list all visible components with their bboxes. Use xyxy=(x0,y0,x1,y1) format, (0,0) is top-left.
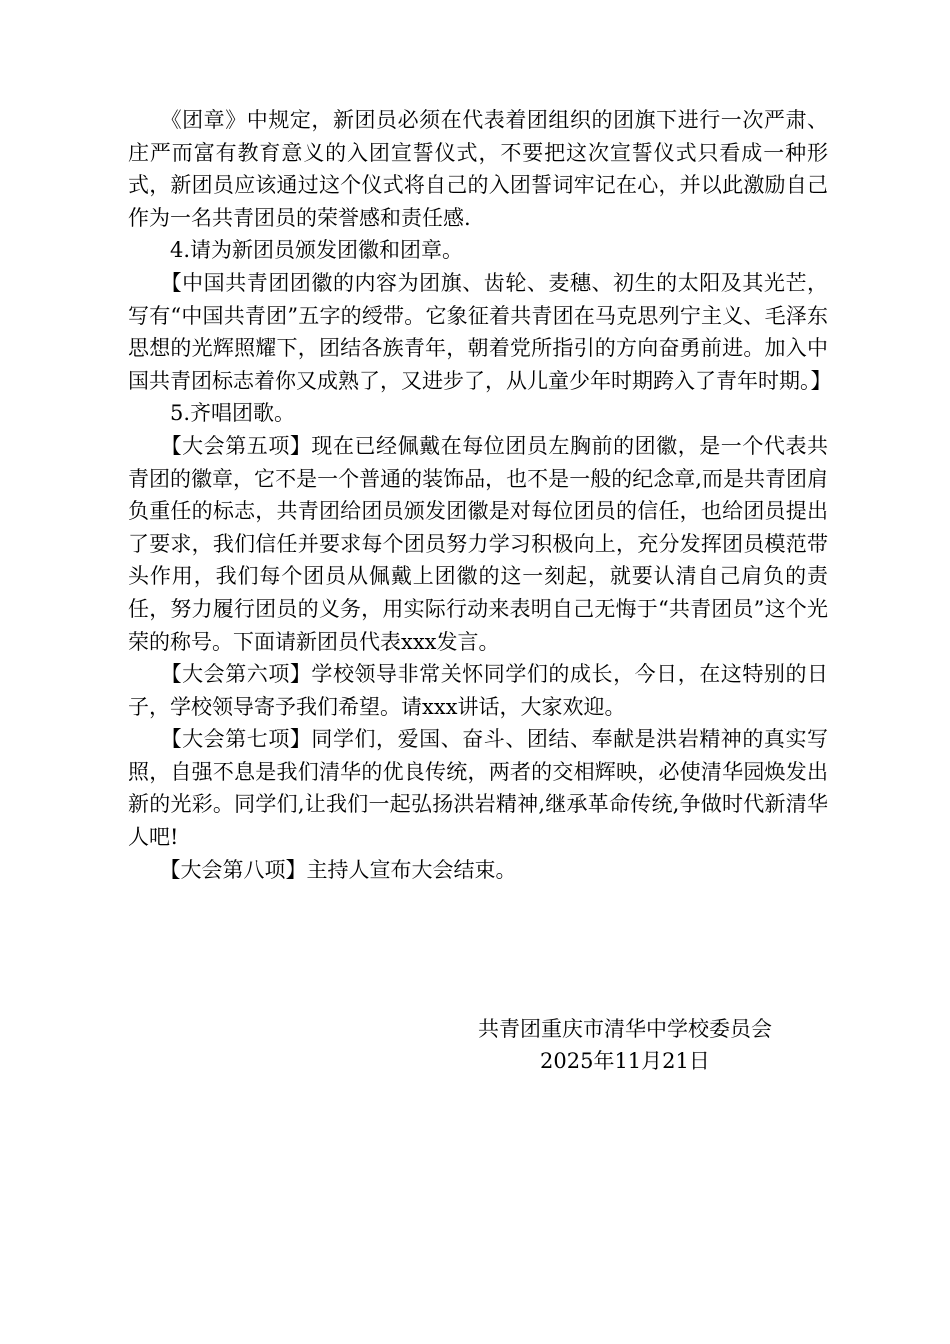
paragraph-badge-description: 【中国共青团团徽的内容为团旗、齿轮、麦穗、初生的太阳及其光芒，写有“中国共青团”五字的绶带。它象征着共青团在马克思列宁主义、毛泽东思想的光辉照耀下，团结各族青年，朝着党所指引的方向奋勇前进。加入中国共青团标志着你又成熟了，又进步了，从儿童少年时期跨入了青年时期。】 xyxy=(128,270,832,393)
paragraph-oath-ceremony: 《团章》中规定，新团员必须在代表着团组织的团旗下进行一次严肃、庄严而富有教育意义的入团宣誓仪式，不要把这次宣誓仪式只看成一种形式，新团员应该通过这个仪式将自己的入团誓词牢记在心，并以此激励自己作为一名共青团员的荣誉感和责任感. xyxy=(128,108,828,230)
signature-organization: 共青团重庆市清华中学校委员会 xyxy=(478,1017,772,1041)
paragraph-agenda-5: 【大会第五项】现在已经佩戴在每位团员左胸前的团徽，是一个代表共青团的徽章，它不是一个普通的装饰品，也不是一般的纪念章,而是共青团肩负重任的标志，共青团给团员颁发团徽是对每位团员的信任，也给团员提出了要求，我们信任并要求每个团员努力学习积极向上，充分发挥团员模范带头作用，我们每个团员从佩戴上团徽的这一刻起，就要认清自己肩负的责任，努力履行团员的义务，用实际行动来表明自己无悔于“共青团员”这个光荣的称号。下面请新团员代表xxx发言。 xyxy=(128,433,828,654)
paragraph-agenda-7: 【大会第七项】同学们，爱国、奋斗、团结、奉献是洪岩精神的真实写照，自强不息是我们清华的优良传统，两者的交相辉映，必使清华园焕发出新的光彩。同学们,让我们一起弘扬洪岩精神,继承革命传统,争做时代新清华人吧! xyxy=(128,727,828,850)
signature-date: 2025年11月21日 xyxy=(540,1049,710,1073)
paragraph-item-5: 5.齐唱团歌。 xyxy=(128,401,296,426)
paragraph-agenda-8: 【大会第八项】主持人宣布大会结束。 xyxy=(128,857,517,882)
paragraph-item-4: 4.请为新团员颁发团徽和团章。 xyxy=(128,238,464,263)
paragraph-agenda-6: 【大会第六项】学校领导非常关怀同学们的成长，今日，在这特别的日子，学校领导寄予我们希望。请xxx讲话，大家欢迎。 xyxy=(128,662,828,719)
document-body xyxy=(128,104,832,886)
signature-block xyxy=(470,1013,830,1077)
